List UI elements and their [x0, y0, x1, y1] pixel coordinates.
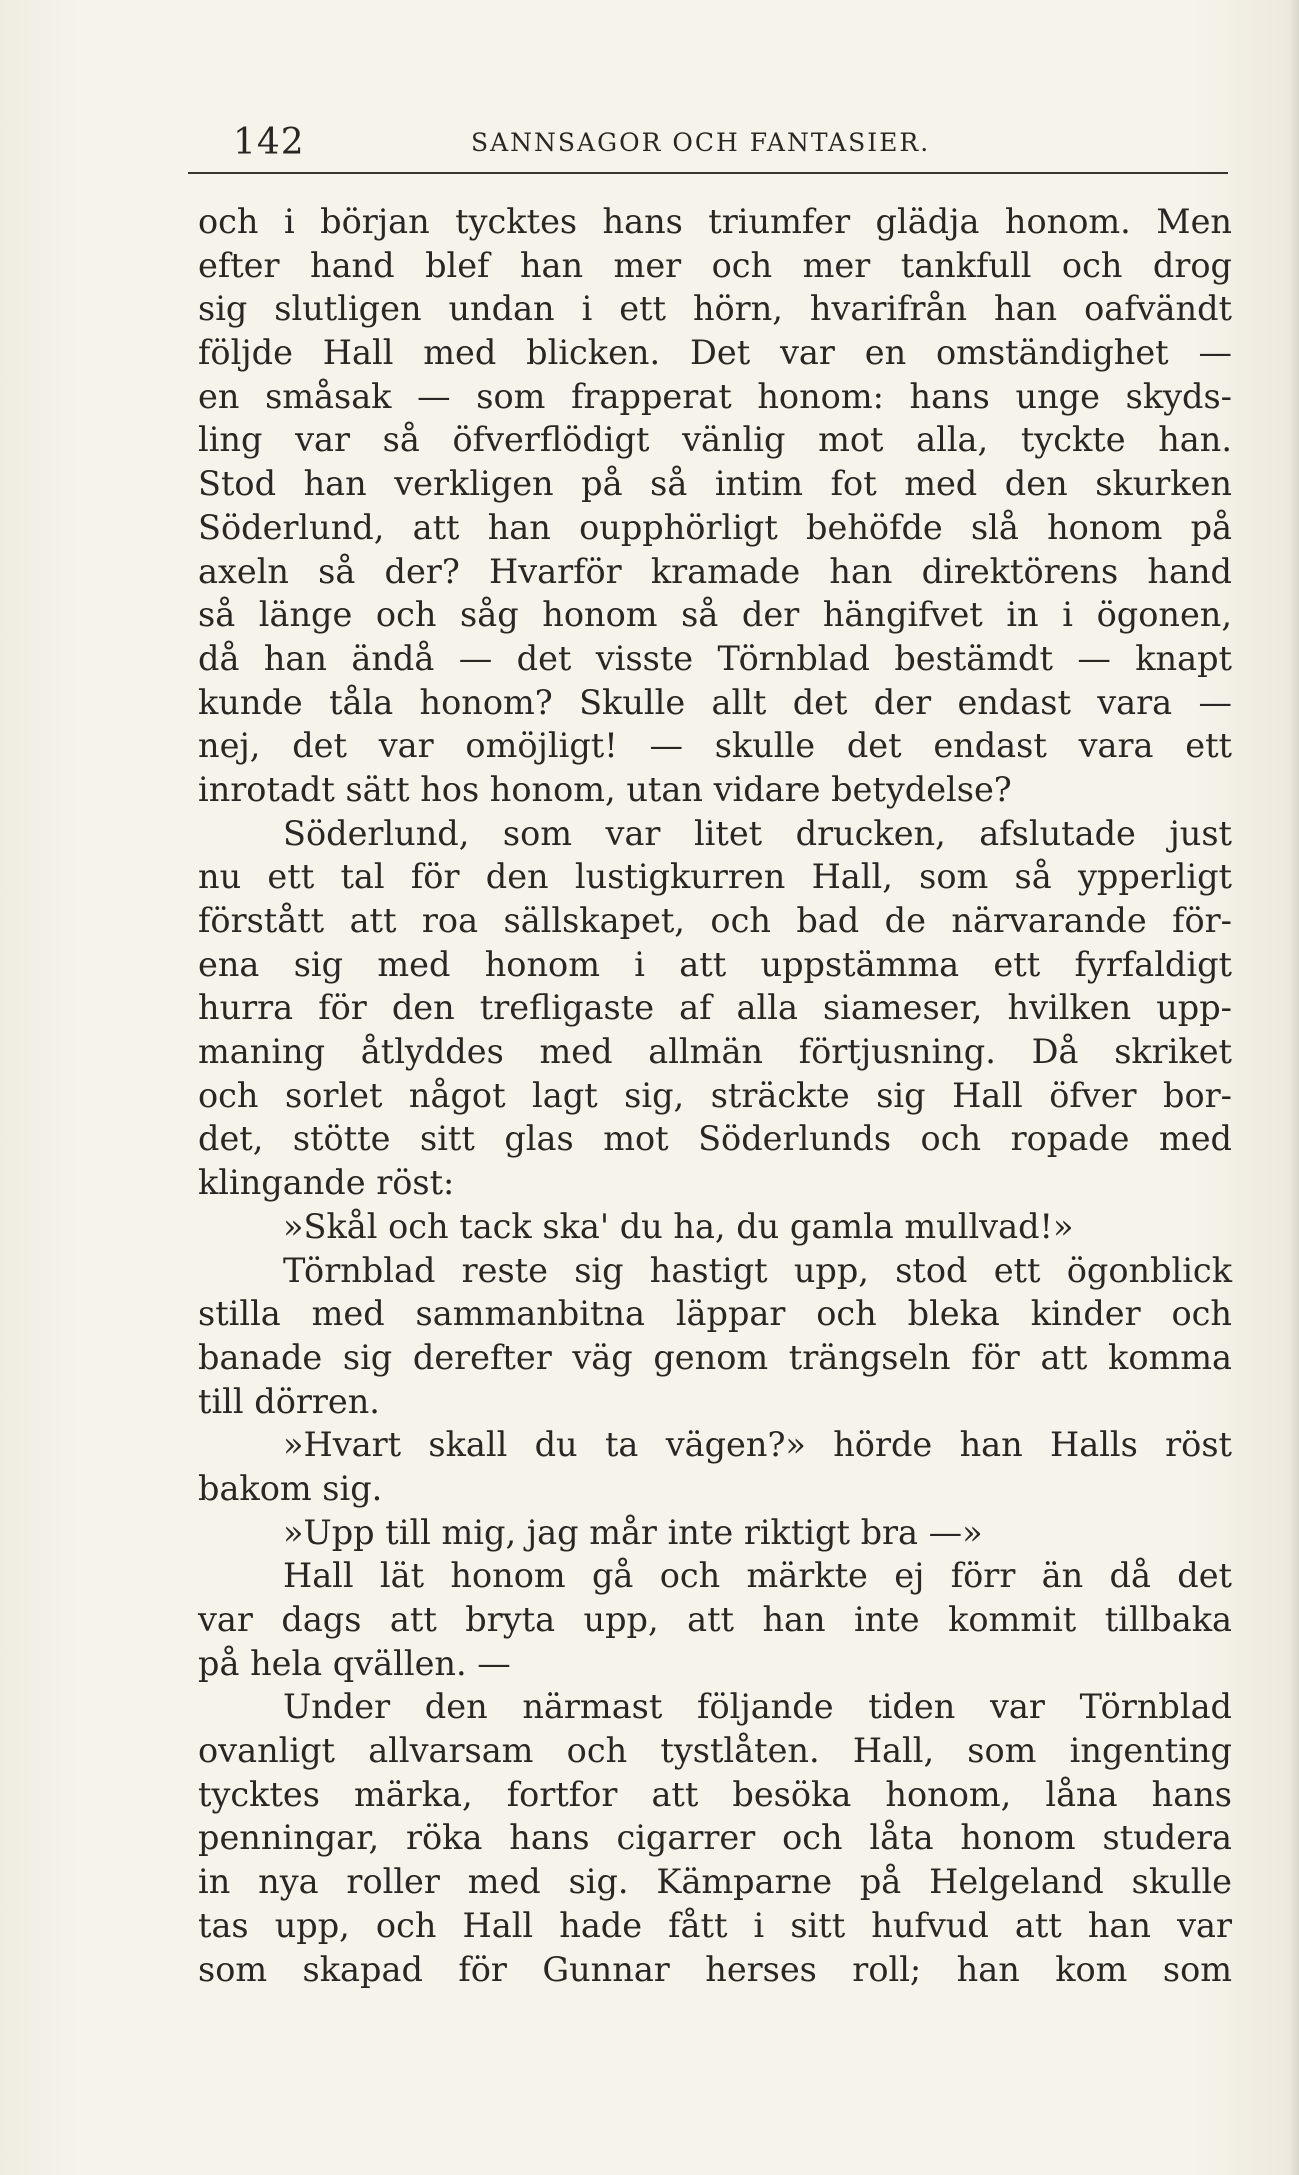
- page-header: [188, 120, 1228, 170]
- text-line: banade sig derefter väg genom trängseln för att komma: [198, 1337, 1232, 1377]
- text-line: en småsak — som frapperat honom: hans unge skyds-: [198, 376, 1232, 416]
- text-line: tas upp, och Hall hade fått i sitt hufvud att han var: [198, 1905, 1232, 1945]
- text-line: efter hand blef han mer och mer tankfull och drog: [198, 245, 1232, 285]
- text-line: bakom sig.: [198, 1468, 383, 1508]
- page-number: 142: [233, 122, 305, 163]
- text-line: så länge och såg honom så der hängifvet in i ögonen,: [198, 595, 1232, 635]
- text-line: maning åtlyddes med allmän förtjusning. Då skriket: [198, 1032, 1232, 1072]
- text-line: »Hvart skall du ta vägen?» hörde han Halls röst: [283, 1425, 1232, 1465]
- text-line: ena sig med honom i att uppstämma ett fyrfaldigt: [198, 944, 1232, 984]
- text-line: nu ett tal för den lustigkurren Hall, som så ypperligt: [198, 857, 1232, 897]
- text-line: sig slutligen undan i ett hörn, hvarifrån han oafvändt: [198, 289, 1232, 329]
- text-line: in nya roller med sig. Kämparne på Helgeland skulle: [198, 1862, 1232, 1902]
- text-line: var dags att bryta upp, att han inte kommit tillbaka: [198, 1600, 1232, 1639]
- text-line: penningar, röka hans cigarrer och låta honom studera: [198, 1818, 1232, 1858]
- text-line: Söderlund, att han oupphörligt behöfde slå honom på: [198, 507, 1232, 547]
- text-line: »Upp till mig, jag mår inte riktigt bra —»: [283, 1512, 983, 1552]
- text-line: Under den närmast följande tiden var Törnblad: [283, 1687, 1232, 1727]
- text-line: och sorlet något lagt sig, sträckte sig Hall öfver bor-: [198, 1075, 1232, 1115]
- text-line: som skapad för Gunnar herses roll; han kom som: [198, 1949, 1232, 1989]
- running-title: SANNSAGOR OCH FANTASIER.: [471, 128, 931, 157]
- text-line: det, stötte sitt glas mot Söderlunds och ropade med: [198, 1119, 1232, 1159]
- text-line: förstått att roa sällskapet, och bad de närvarande för-: [198, 901, 1232, 940]
- text-line: klingande röst:: [198, 1163, 455, 1203]
- text-line: följde Hall med blicken. Det var en omständighet —: [198, 333, 1232, 373]
- text-line: tycktes märka, fortfor att besöka honom, låna hans: [198, 1774, 1232, 1814]
- text-line: axeln så der? Hvarför kramade han direktörens hand: [198, 551, 1232, 591]
- page-edge-shadow: [1289, 0, 1299, 2175]
- text-line: då han ändå — det visste Törnblad bestämdt — knapt: [198, 638, 1232, 678]
- text-line: ling var så öfverflödigt vänlig mot alla, tyckte han.: [198, 420, 1232, 460]
- body-text: [198, 200, 1232, 1991]
- text-line: inrotadt sätt hos honom, utan vidare betydelse?: [198, 769, 1012, 809]
- text-line: på hela qvällen. —: [198, 1643, 511, 1683]
- text-line: Hall lät honom gå och märkte ej förr än då det: [283, 1556, 1232, 1596]
- text-line: ovanligt allvarsam och tystlåten. Hall, som ingenting: [198, 1731, 1232, 1771]
- text-line: nej, det var omöjligt! — skulle det endast vara ett: [198, 726, 1232, 766]
- text-line: kunde tåla honom? Skulle allt det der endast vara —: [198, 682, 1232, 722]
- header-rule: [188, 172, 1228, 174]
- text-line: till dörren.: [198, 1381, 380, 1421]
- text-line: och i början tycktes hans triumfer glädja honom. Men: [198, 202, 1232, 241]
- text-line: Söderlund, som var litet drucken, afslutade just: [283, 813, 1232, 853]
- text-line: Törnblad reste sig hastigt upp, stod ett ögonblick: [283, 1250, 1232, 1290]
- text-line: »Skål och tack ska' du ha, du gamla mullvad!»: [283, 1206, 1074, 1246]
- text-line: Stod han verkligen på så intim fot med den skurken: [198, 464, 1232, 504]
- text-line: hurra för den trefligaste af alla siameser, hvilken upp-: [198, 988, 1232, 1028]
- text-line: stilla med sammanbitna läppar och bleka kinder och: [198, 1294, 1232, 1334]
